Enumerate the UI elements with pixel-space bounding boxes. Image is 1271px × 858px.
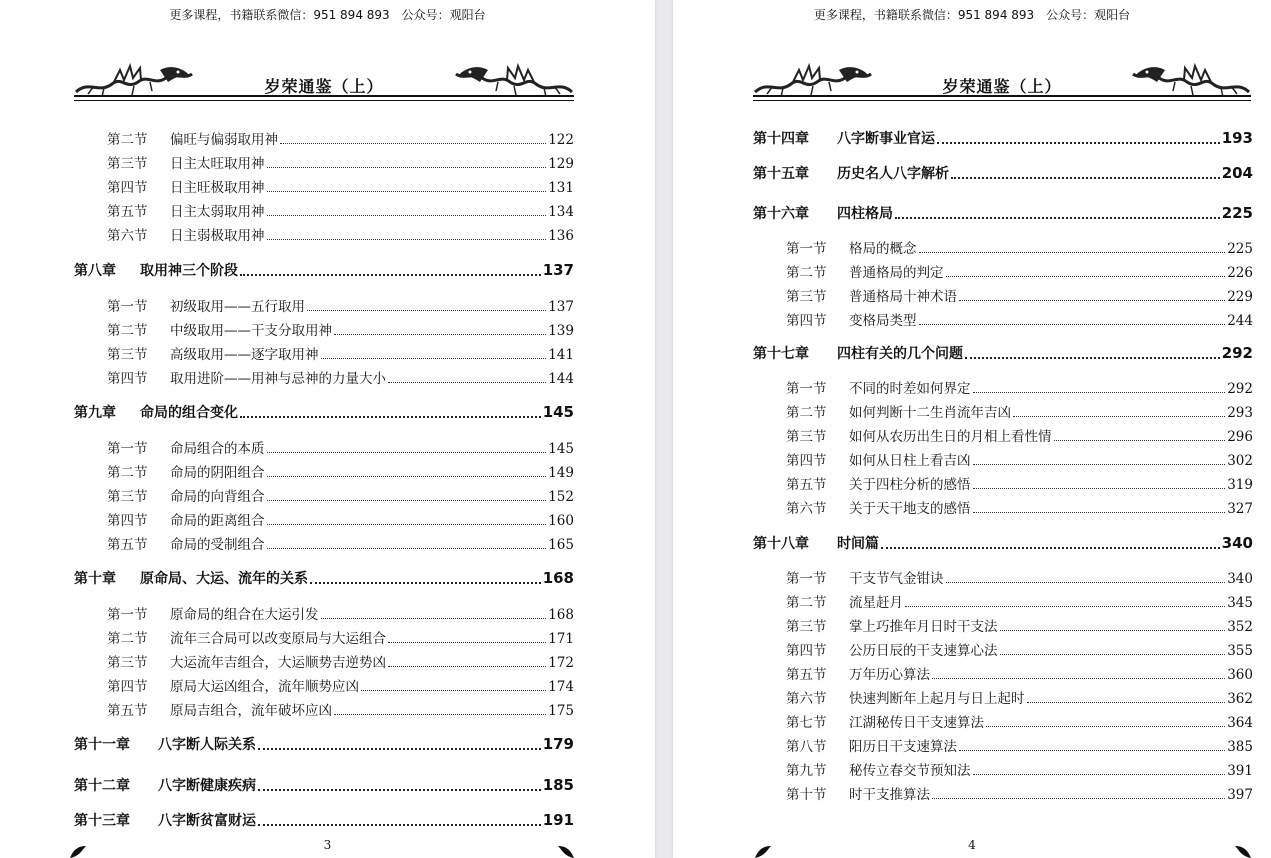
section-number: 第三节 xyxy=(786,289,827,305)
chapter-title: 八字断健康疾病 xyxy=(158,778,256,794)
dot-leader xyxy=(334,713,546,715)
table-of-contents xyxy=(74,0,574,858)
section-title: 大运流年吉组合，大运顺势吉逆势凶 xyxy=(170,655,386,671)
section-number: 第四节 xyxy=(786,643,827,659)
dot-leader xyxy=(240,273,541,276)
section-number: 第五节 xyxy=(786,667,827,683)
page-ref: 168 xyxy=(548,607,574,623)
page-ref: 165 xyxy=(548,537,574,553)
dot-leader xyxy=(973,511,1226,513)
dot-leader xyxy=(240,415,541,418)
page-ref: 145 xyxy=(542,403,574,421)
section-title: 秘传立春交节预知法 xyxy=(849,763,971,779)
section-title: 命局的向背组合 xyxy=(170,489,265,505)
toc-section-row[interactable] xyxy=(74,485,574,505)
toc-section-row[interactable] xyxy=(74,699,574,719)
section-number: 第六节 xyxy=(786,691,827,707)
page-ref: 340 xyxy=(1221,534,1253,552)
page-ref: 152 xyxy=(548,489,574,505)
chapter-number: 第九章 xyxy=(74,405,116,421)
page-ref: 362 xyxy=(1227,691,1253,707)
page-footer xyxy=(673,838,1271,858)
section-number: 第一节 xyxy=(107,441,148,457)
section-number: 第六节 xyxy=(786,501,827,517)
section-title: 江湖秘传日干支速算法 xyxy=(849,715,984,731)
dot-leader xyxy=(919,251,1226,253)
page-ref: 345 xyxy=(1227,595,1253,611)
page-ref: 145 xyxy=(548,441,574,457)
section-number: 第二节 xyxy=(786,595,827,611)
dot-leader xyxy=(1027,701,1226,703)
dot-leader xyxy=(937,141,1220,144)
page-ref: 131 xyxy=(548,180,574,196)
toc-section-row[interactable] xyxy=(753,261,1253,281)
dot-leader xyxy=(986,725,1225,727)
toc-section-row[interactable] xyxy=(753,783,1253,803)
page-ref: 185 xyxy=(542,776,574,794)
section-number: 第一节 xyxy=(786,571,827,587)
toc-section-row[interactable] xyxy=(74,176,574,196)
section-number: 第三节 xyxy=(107,489,148,505)
toc-section-row[interactable] xyxy=(753,663,1253,683)
section-title: 格局的概念 xyxy=(849,241,917,257)
chapter-title: 四柱格局 xyxy=(837,206,893,222)
section-title: 流星赶月 xyxy=(849,595,903,611)
section-title: 日主太旺取用神 xyxy=(170,156,265,172)
toc-chapter-row[interactable] xyxy=(753,203,1253,223)
section-number: 第一节 xyxy=(786,241,827,257)
section-title: 取用进阶——用神与忌神的力量大小 xyxy=(170,371,386,387)
dot-leader xyxy=(321,617,547,619)
section-title: 阳历日干支速算法 xyxy=(849,739,957,755)
toc-section-row[interactable] xyxy=(753,615,1253,635)
dot-leader xyxy=(388,641,546,643)
chapter-number: 第十一章 xyxy=(74,737,130,753)
section-number: 第四节 xyxy=(107,679,148,695)
toc-section-row[interactable] xyxy=(753,425,1253,445)
dot-leader xyxy=(1000,653,1226,655)
dot-leader xyxy=(973,487,1226,489)
table-of-contents xyxy=(753,0,1253,858)
toc-section-row[interactable] xyxy=(74,200,574,220)
dot-leader xyxy=(258,747,541,750)
section-number: 第六节 xyxy=(107,228,148,244)
page-ref: 129 xyxy=(548,156,574,172)
chapter-number: 第八章 xyxy=(74,263,116,279)
section-number: 第三节 xyxy=(107,655,148,671)
toc-section-row[interactable] xyxy=(74,343,574,363)
dot-leader xyxy=(973,773,1226,775)
dot-leader xyxy=(267,166,547,168)
toc-section-row[interactable] xyxy=(74,367,574,387)
toc-section-row[interactable] xyxy=(74,603,574,623)
page-ref: 292 xyxy=(1221,344,1253,362)
dot-leader xyxy=(361,689,546,691)
page-ref: 225 xyxy=(1227,241,1253,257)
page-ref: 360 xyxy=(1227,667,1253,683)
leaf-ornament-icon xyxy=(1233,844,1253,858)
page-ref: 168 xyxy=(542,569,574,587)
dot-leader xyxy=(267,451,547,453)
section-number: 第二节 xyxy=(786,405,827,421)
page-ref: 296 xyxy=(1227,429,1253,445)
toc-section-row[interactable] xyxy=(74,295,574,315)
page-ref: 391 xyxy=(1227,763,1253,779)
chapter-title: 八字断事业官运 xyxy=(837,131,935,147)
section-title: 关于四柱分析的感悟 xyxy=(849,477,971,493)
page-ref: 364 xyxy=(1227,715,1253,731)
book-title: 岁荣通鉴（上） xyxy=(942,77,1062,96)
dot-leader xyxy=(951,176,1220,179)
chapter-title: 原命局、大运、流年的关系 xyxy=(140,571,308,587)
leaf-ornament-icon xyxy=(556,844,576,858)
toc-chapter-row[interactable] xyxy=(753,163,1253,183)
section-number: 第三节 xyxy=(786,429,827,445)
section-number: 第二节 xyxy=(107,132,148,148)
section-title: 关于天干地支的感悟 xyxy=(849,501,971,517)
section-number: 第五节 xyxy=(107,703,148,719)
dot-leader xyxy=(310,581,541,584)
section-title: 命局的距离组合 xyxy=(170,513,265,529)
dot-leader xyxy=(267,238,547,240)
section-number: 第三节 xyxy=(786,619,827,635)
toc-section-row[interactable] xyxy=(74,437,574,457)
page-ref: 292 xyxy=(1227,381,1253,397)
page-ref: 179 xyxy=(542,735,574,753)
toc-section-row[interactable] xyxy=(753,735,1253,755)
toc-section-row[interactable] xyxy=(753,591,1253,611)
dot-leader xyxy=(1000,629,1226,631)
section-number: 第二节 xyxy=(107,631,148,647)
toc-section-row[interactable] xyxy=(74,224,574,244)
page-ref: 244 xyxy=(1227,313,1253,329)
dot-leader xyxy=(258,823,541,826)
page-number: 4 xyxy=(968,838,976,852)
section-number: 第四节 xyxy=(786,453,827,469)
section-number: 第八节 xyxy=(786,739,827,755)
section-title: 如何判断十二生肖流年吉凶 xyxy=(849,405,1011,421)
toc-chapter-row[interactable] xyxy=(74,260,574,280)
chapter-number: 第十八章 xyxy=(753,536,809,552)
toc-section-row[interactable] xyxy=(74,128,574,148)
section-number: 第三节 xyxy=(107,156,148,172)
section-title: 干支节气金钳诀 xyxy=(849,571,944,587)
page-ref: 149 xyxy=(548,465,574,481)
page-ref: 385 xyxy=(1227,739,1253,755)
toc-chapter-row[interactable] xyxy=(74,568,574,588)
page-ref: 226 xyxy=(1227,265,1253,281)
toc-section-row[interactable] xyxy=(74,509,574,529)
page-ref: 340 xyxy=(1227,571,1253,587)
page-ref: 141 xyxy=(548,347,574,363)
toc-section-row[interactable] xyxy=(753,567,1253,587)
toc-section-row[interactable] xyxy=(74,675,574,695)
chapter-title: 取用神三个阶段 xyxy=(140,263,238,279)
toc-section-row[interactable] xyxy=(753,497,1253,517)
page-ref: 137 xyxy=(542,261,574,279)
section-title: 命局的受制组合 xyxy=(170,537,265,553)
toc-chapter-row[interactable] xyxy=(753,533,1253,553)
section-number: 第十节 xyxy=(786,787,827,803)
section-title: 流年三合局可以改变原局与大运组合 xyxy=(170,631,386,647)
dot-leader xyxy=(946,581,1226,583)
chapter-number: 第十章 xyxy=(74,571,116,587)
section-title: 日主太弱取用神 xyxy=(170,204,265,220)
section-title: 快速判断年上起月与日上起时 xyxy=(849,691,1025,707)
section-number: 第九节 xyxy=(786,763,827,779)
section-number: 第二节 xyxy=(107,465,148,481)
section-title: 原命局的组合在大运引发 xyxy=(170,607,319,623)
page-ref: 225 xyxy=(1221,204,1253,222)
page-ref: 204 xyxy=(1221,164,1253,182)
page-ref: 139 xyxy=(548,323,574,339)
toc-section-row[interactable] xyxy=(753,285,1253,305)
section-number: 第一节 xyxy=(107,607,148,623)
contact-note: 更多课程，书籍联系微信：951 894 893 公众号：观阳台 xyxy=(169,8,486,22)
page-ref: 137 xyxy=(548,299,574,315)
page-ref: 172 xyxy=(548,655,574,671)
section-number: 第七节 xyxy=(786,715,827,731)
page-ref: 174 xyxy=(548,679,574,695)
contact-note: 更多课程，书籍联系微信：951 894 893 公众号：观阳台 xyxy=(813,8,1131,22)
section-title: 原局大运凶组合，流年顺势应凶 xyxy=(170,679,359,695)
page-ref: 302 xyxy=(1227,453,1253,469)
section-number: 第四节 xyxy=(107,371,148,387)
toc-section-row[interactable] xyxy=(74,461,574,481)
dot-leader xyxy=(267,475,547,477)
section-title: 时干支推算法 xyxy=(849,787,930,803)
dot-leader xyxy=(267,499,547,501)
page-ref: 122 xyxy=(548,132,574,148)
section-title: 变格局类型 xyxy=(849,313,917,329)
page-ref: 327 xyxy=(1227,501,1253,517)
section-title: 命局的阴阳组合 xyxy=(170,465,265,481)
section-title: 公历日辰的干支速算心法 xyxy=(849,643,998,659)
section-title: 偏旺与偏弱取用神 xyxy=(170,132,278,148)
page-ref: 175 xyxy=(548,703,574,719)
page-ref: 352 xyxy=(1227,619,1253,635)
section-title: 万年历心算法 xyxy=(849,667,930,683)
section-title: 日主弱极取用神 xyxy=(170,228,265,244)
page-ref: 319 xyxy=(1227,477,1253,493)
page-ref: 355 xyxy=(1227,643,1253,659)
page-ref: 144 xyxy=(548,371,574,387)
toc-section-row[interactable] xyxy=(753,473,1253,493)
dot-leader xyxy=(932,677,1225,679)
dot-leader xyxy=(932,797,1225,799)
chapter-number: 第十四章 xyxy=(753,131,809,147)
toc-section-row[interactable] xyxy=(753,449,1253,469)
page-number: 3 xyxy=(323,838,332,852)
page-ref: 193 xyxy=(1221,129,1253,147)
toc-chapter-row[interactable] xyxy=(74,775,574,795)
chapter-number: 第十五章 xyxy=(753,166,809,182)
book-title: 岁荣通鉴（上） xyxy=(264,77,384,96)
dot-leader xyxy=(1054,439,1226,441)
dot-leader xyxy=(905,605,1225,607)
toc-chapter-row[interactable] xyxy=(74,402,574,422)
section-title: 原局吉组合，流年破坏应凶 xyxy=(170,703,332,719)
chapter-title: 时间篇 xyxy=(837,536,879,552)
section-number: 第五节 xyxy=(107,537,148,553)
toc-section-row[interactable] xyxy=(753,309,1253,329)
section-number: 第五节 xyxy=(786,477,827,493)
section-number: 第五节 xyxy=(107,204,148,220)
dot-leader xyxy=(1013,415,1225,417)
chapter-title: 八字断人际关系 xyxy=(158,737,256,753)
dot-leader xyxy=(334,333,546,335)
section-title: 中级取用——干支分取用神 xyxy=(170,323,332,339)
toc-section-row[interactable] xyxy=(753,401,1253,421)
section-number: 第一节 xyxy=(107,299,148,315)
section-title: 普通格局的判定 xyxy=(849,265,944,281)
page-ref: 229 xyxy=(1227,289,1253,305)
page-ref: 397 xyxy=(1227,787,1253,803)
dot-leader xyxy=(267,547,547,549)
toc-section-row[interactable] xyxy=(74,651,574,671)
dot-leader xyxy=(388,665,546,667)
section-title: 普通格局十神术语 xyxy=(849,289,957,305)
toc-chapter-row[interactable] xyxy=(753,343,1253,363)
chapter-title: 八字断贫富财运 xyxy=(158,813,256,829)
dot-leader xyxy=(267,190,547,192)
section-title: 高级取用——逐字取用神 xyxy=(170,347,319,363)
page-ref: 136 xyxy=(548,228,574,244)
toc-section-row[interactable] xyxy=(74,319,574,339)
toc-chapter-row[interactable] xyxy=(74,810,574,830)
section-title: 如何从农历出生日的月相上看性情 xyxy=(849,429,1052,445)
page-ref: 293 xyxy=(1227,405,1253,421)
section-number: 第一节 xyxy=(786,381,827,397)
page-footer xyxy=(0,838,655,858)
toc-section-row[interactable] xyxy=(753,687,1253,707)
chapter-number: 第十二章 xyxy=(74,778,130,794)
dot-leader xyxy=(973,463,1226,465)
toc-section-row[interactable] xyxy=(753,377,1253,397)
dot-leader xyxy=(267,214,547,216)
dot-leader xyxy=(881,546,1220,549)
toc-section-row[interactable] xyxy=(74,152,574,172)
section-number: 第二节 xyxy=(107,323,148,339)
section-number: 第四节 xyxy=(786,313,827,329)
toc-section-row[interactable] xyxy=(74,627,574,647)
page-ref: 171 xyxy=(548,631,574,647)
dot-leader xyxy=(321,357,547,359)
section-title: 日主旺极取用神 xyxy=(170,180,265,196)
toc-section-row[interactable] xyxy=(74,533,574,553)
dot-leader xyxy=(973,391,1226,393)
dot-leader xyxy=(946,275,1226,277)
right-page xyxy=(673,0,1271,858)
section-number: 第三节 xyxy=(107,347,148,363)
dot-leader xyxy=(895,216,1220,219)
chapter-title: 历史名人八字解析 xyxy=(837,166,949,182)
section-title: 命局组合的本质 xyxy=(170,441,265,457)
section-title: 如何从日柱上看吉凶 xyxy=(849,453,971,469)
chapter-number: 第十三章 xyxy=(74,813,130,829)
dot-leader xyxy=(959,299,1225,301)
chapter-number: 第十六章 xyxy=(753,206,809,222)
dot-leader xyxy=(919,323,1226,325)
dot-leader xyxy=(965,356,1220,359)
toc-section-row[interactable] xyxy=(753,639,1253,659)
chapter-title: 命局的组合变化 xyxy=(140,405,238,421)
chapter-title: 四柱有关的几个问题 xyxy=(837,346,963,362)
toc-chapter-row[interactable] xyxy=(753,128,1253,148)
section-title: 不同的时差如何界定 xyxy=(849,381,971,397)
dot-leader xyxy=(388,381,546,383)
section-title: 初级取用——五行取用 xyxy=(170,299,305,315)
dot-leader xyxy=(307,309,546,311)
dot-leader xyxy=(258,788,541,791)
toc-section-row[interactable] xyxy=(753,711,1253,731)
dot-leader xyxy=(280,142,546,144)
page-ref: 160 xyxy=(548,513,574,529)
toc-section-row[interactable] xyxy=(753,237,1253,257)
dot-leader xyxy=(267,523,547,525)
section-title: 掌上巧推年月日时干支法 xyxy=(849,619,998,635)
page-ref: 191 xyxy=(542,811,574,829)
page-ref: 134 xyxy=(548,204,574,220)
section-number: 第二节 xyxy=(786,265,827,281)
dot-leader xyxy=(959,749,1225,751)
toc-section-row[interactable] xyxy=(753,759,1253,779)
toc-chapter-row[interactable] xyxy=(74,734,574,754)
section-number: 第四节 xyxy=(107,513,148,529)
section-number: 第四节 xyxy=(107,180,148,196)
chapter-number: 第十七章 xyxy=(753,346,809,362)
